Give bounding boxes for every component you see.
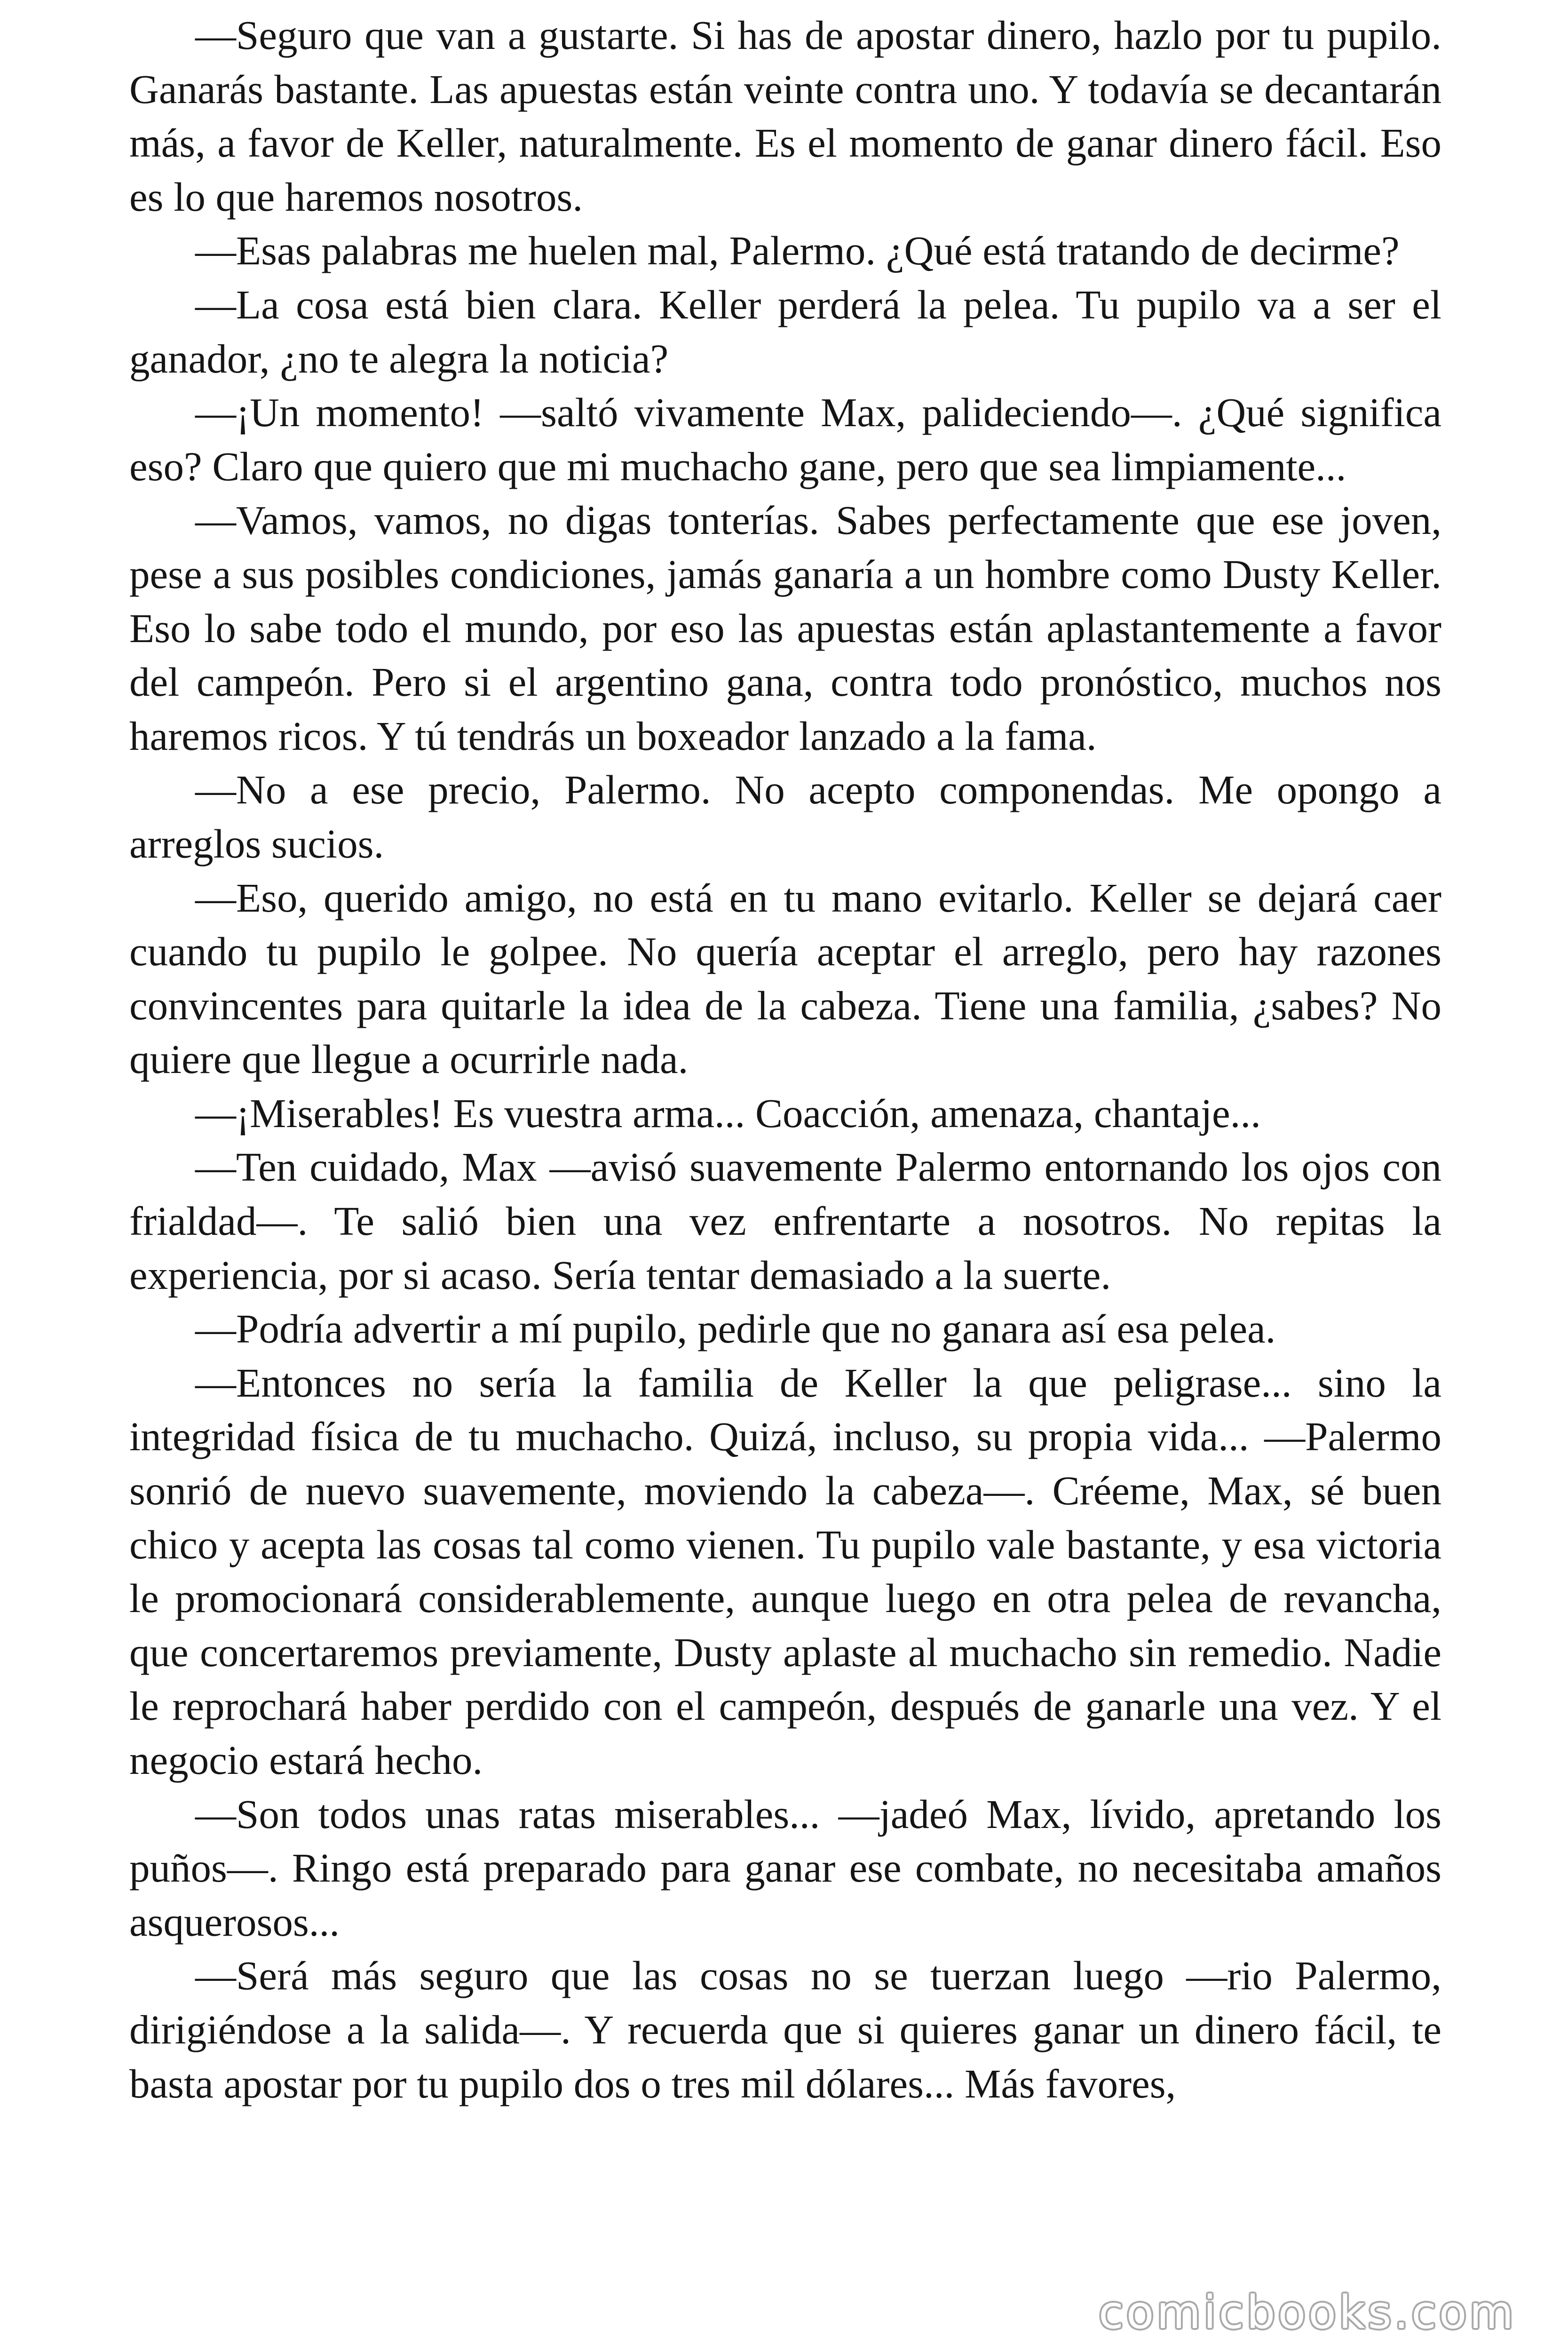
watermark: comicbooks.com	[1098, 2286, 1516, 2339]
paragraph-10: —Podría advertir a mí pupilo, pedirle que no ganara así esa pelea.	[195, 1306, 1276, 1352]
paragraph-9: —Ten cuidado, Max —avisó suavemente Palermo entornando los ojos con frialdad—. Te salió bien una vez enfrentarte a nosotros. No repitas la experiencia, por si acaso. Sería tentar demasiado a la suerte.	[129, 1144, 1441, 1298]
paragraph-13: —Será más seguro que las cosas no se tuerzan luego —rio Palermo, dirigiéndose a la salida—. Y recuerda que si quieres ganar un dinero fácil, te basta apostar por tu pupilo dos o tres mil dólares... Más favores,	[129, 1953, 1441, 2106]
paragraph-8: —¡Miserables! Es vuestra arma... Coacción, amenaza, chantaje...	[195, 1090, 1261, 1136]
paragraph-4: —¡Un momento! —saltó vivamente Max, palideciendo—. ¿Qué significa eso? Claro que quiero que mi muchacho gane, pero que sea limpiamente...	[129, 389, 1441, 489]
paragraph-3: —La cosa está bien clara. Keller perderá la pelea. Tu pupilo va a ser el ganador, ¿no te alegra la noticia?	[129, 281, 1441, 381]
page-text	[129, 8, 1441, 2111]
paragraph-11: —Entonces no sería la familia de Keller la que peligrase... sino la integridad física de tu muchacho. Quizá, incluso, su propia vida... —Palermo sonrió de nuevo suavemente, moviendo la cabeza—. Créeme, Max, sé buen chico y acepta las cosas tal como vienen. Tu pupilo vale bastante, y esa victoria le promocionará considerablemente, aunque luego en otra pelea de revancha, que concertaremos previamente, Dusty aplaste al muchacho sin remedio. Nadie le reprochará haber perdido con el campeón, después de ganarle una vez. Y el negocio estará hecho.	[129, 1359, 1441, 1783]
paragraph-1: —Seguro que van a gustarte. Si has de apostar dinero, hazlo por tu pupilo. Ganarás bastante. Las apuestas están veinte contra uno. Y todavía se decantarán más, a favor de Keller, naturalmente. Es el momento de ganar dinero fácil. Eso es lo que haremos nosotros.	[129, 12, 1441, 220]
paragraph-6: —No a ese precio, Palermo. No acepto componendas. Me opongo a arreglos sucios.	[129, 767, 1441, 866]
paragraph-12: —Son todos unas ratas miserables... —jadeó Max, lívido, apretando los puños—. Ringo está preparado para ganar ese combate, no necesitaba amaños asquerosos...	[129, 1791, 1441, 1945]
paragraph-7: —Eso, querido amigo, no está en tu mano evitarlo. Keller se dejará caer cuando tu pupilo le golpee. No quería aceptar el arreglo, pero hay razones convincentes para quitarle la idea de la cabeza. Tiene una familia, ¿sabes? No quiere que llegue a ocurrirle nada.	[129, 874, 1441, 1082]
paragraph-5: —Vamos, vamos, no digas tonterías. Sabes perfectamente que ese joven, pese a sus posibles condiciones, jamás ganaría a un hombre como Dusty Keller. Eso lo sabe todo el mundo, por eso las apuestas están aplastantemente a favor del campeón. Pero si el argentino gana, contra todo pronóstico, muchos nos haremos ricos. Y tú tendrás un boxeador lanzado a la fama.	[129, 497, 1441, 759]
paragraph-2: —Esas palabras me huelen mal, Palermo. ¿Qué está tratando de decirme?	[195, 228, 1400, 274]
